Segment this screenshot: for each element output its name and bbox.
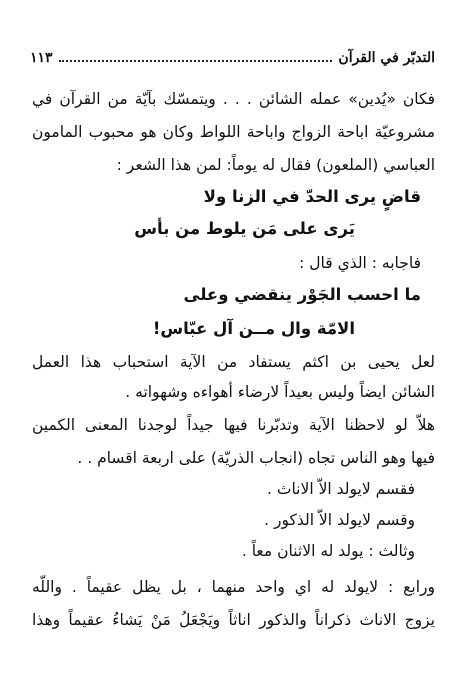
list-item: وقسم لايولد الاّ الذكور . <box>264 511 415 529</box>
page-number: ١١٣ <box>30 50 53 66</box>
body-line: فيها وهو الناس تجاه (انجاب الذريّة) على اربعة اقسام . . <box>77 449 435 467</box>
body-line: فاجابه : الذي قال : <box>299 254 421 272</box>
running-header <box>30 46 435 66</box>
list-item: فقسم لايولد الاّ الاناث . <box>267 480 415 498</box>
body-line: فكان «يُدين» عمله الشائن . . . ويتمسّك بآيّة من القرآن في <box>32 90 435 108</box>
body-line: لعل يحيى بن اكثم يستفاد من الآية استحباب هذا العمل <box>32 353 435 371</box>
poem-line: يَرى على مَن يلوط من بأس <box>134 219 355 238</box>
poem-line: الامّة وال مــن آل عبّاس! <box>152 319 355 338</box>
body-line: الشائن ايضاً وليس بعيداً لارضاء أهواءه وشهواته . <box>125 383 435 401</box>
list-item: وثالث : يولد له الاثنان معاً . <box>241 542 415 560</box>
body-line: ورابع : لايولد له اي واحد منهما ، بل يظل عقيماً . واللّه <box>32 578 435 596</box>
poem-line: ما احسب الجَوْر ينقضي وعلى <box>183 285 421 304</box>
header-title: التدبّر في القرآن <box>338 50 435 66</box>
header-dot-leader <box>59 60 333 62</box>
body-line: العباسي (الملعون) فقال له يوماً: لمن هذا الشعر : <box>116 156 435 174</box>
body-line: يزوج الاناث ذكراناً والذكور اناثاً ويَجْعَلُ مَنْ يَشاءُ عقيماً وهذا <box>32 611 435 629</box>
poem-line: قاضٍ يرى الحدّ في الزنا ولا <box>203 187 421 206</box>
body-line: هلاّ لو لاحظنا الآية وتدبّرنا فيها جيداً لوجدنا المعنى الكمين <box>32 416 435 434</box>
body-line: مشروعيّة اباحة الزواج واباحة اللواط وكان هو محبوب المامون <box>32 123 435 141</box>
